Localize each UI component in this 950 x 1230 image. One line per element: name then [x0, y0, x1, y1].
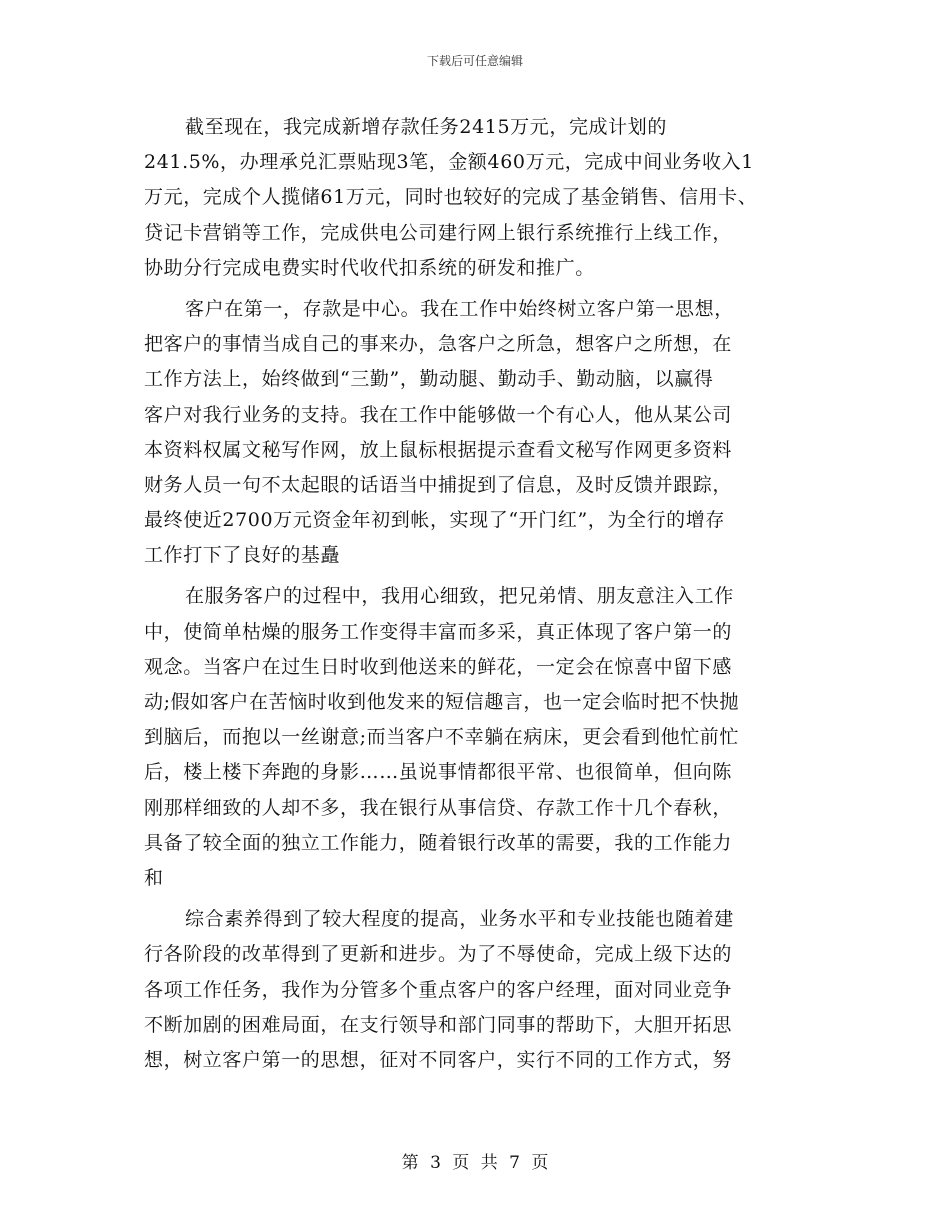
- text-line: 贷记卡营销等工作，完成供电公司建行网上银行系统推行上线工作，: [144, 221, 733, 244]
- text-line: 本资料权属文秘写作网，放上鼠标根据提示查看文秘写作网更多资料: [144, 438, 733, 461]
- text-line: 在服务客户的过程中，我用心细致，把兄弟情、朋友意注入工作: [185, 585, 734, 608]
- text-line: 241.5%，办理承兑汇票贴现3笔，金额460万元，完成中间业务收入1: [144, 151, 754, 174]
- text-line: 动;假如客户在苦恼时收到他发来的短信趣言，也一定会临时把不快抛: [144, 691, 740, 713]
- text-line: 想，树立客户第一的思想，征对不同客户，实行不同的工作方式，努: [144, 1048, 733, 1071]
- text-line: 到脑后，而抱以一丝谢意;而当客户不幸躺在病床，更会看到他忙前忙: [144, 726, 740, 749]
- text-line: 最终使近2700万元资金年初到帐，实现了“开门红”，为全行的增存: [144, 509, 725, 532]
- text-line: 具备了较全面的独立工作能力，随着银行改革的需要，我的工作能力: [144, 831, 733, 854]
- text-line: 工作打下了良好的基矗: [144, 544, 341, 567]
- text-line: 和: [144, 866, 164, 889]
- text-line: 协助分行完成电费实时代收代扣系统的研发和推广。: [144, 256, 595, 279]
- paragraph-3: [144, 579, 834, 896]
- text-line: 中，使简单枯燥的服务工作变得丰富而多采，真正体现了客户第一的: [144, 620, 733, 643]
- text-line: 综合素养得到了较大程度的提高，业务水平和专业技能也随着建: [185, 908, 734, 931]
- text-line: 截至现在，我完成新增存款任务2415万元，完成计划的: [185, 116, 667, 138]
- text-line: 万元，完成个人揽储61万元，同时也较好的完成了基金销售、信用卡、: [144, 186, 758, 209]
- paragraph-4: [144, 902, 834, 1078]
- text-line: 财务人员一句不太起眼的话语当中捕捉到了信息，及时反馈并跟踪，: [144, 473, 733, 496]
- text-line: 后，楼上楼下奔跑的身影……虽说事情都很平常、也很简单，但向陈: [144, 761, 733, 784]
- page-number: 第 3 页 共 7 页: [401, 1153, 549, 1173]
- text-line: 客户在第一，存款是中心。我在工作中始终树立客户第一思想，: [185, 297, 734, 320]
- text-line: 客户对我行业务的支持。我在工作中能够做一个有心人，他从某公司: [144, 403, 733, 426]
- text-line: 行各阶段的改革得到了更新和进步。为了不辱使命，完成上级下达的: [144, 943, 733, 966]
- document-body: [144, 110, 834, 1084]
- text-line: 把客户的事情当成自己的事来办，急客户之所急，想客户之所想，在: [144, 333, 733, 356]
- text-line: 观念。当客户在过生日时收到他送来的鲜花，一定会在惊喜中留下感: [144, 655, 733, 678]
- text-line: 刚那样细致的人却不多，我在银行从事信贷、存款工作十几个春秋，: [144, 796, 733, 819]
- paragraph-2: [144, 292, 834, 574]
- paragraph-1: [144, 110, 834, 286]
- header-note: 下载后可任意编辑: [426, 54, 523, 68]
- text-line: 各项工作任务，我作为分管多个重点客户的客户经理，面对同业竞争: [144, 978, 733, 1001]
- text-line: 不断加剧的困难局面，在支行领导和部门同事的帮助下，大胆开拓思: [144, 1013, 733, 1036]
- text-line: 工作方法上，始终做到“三勤”，勤动腿、勤动手、勤动脑，以赢得: [144, 368, 714, 391]
